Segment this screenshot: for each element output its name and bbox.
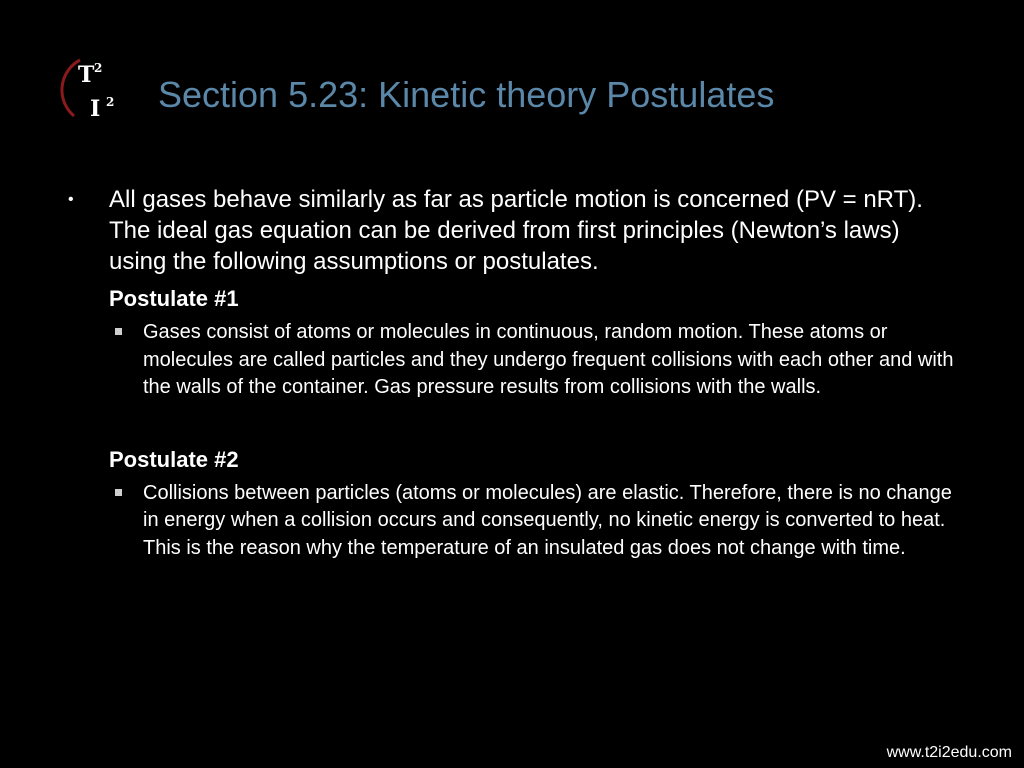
svg-text:T: T xyxy=(78,62,95,88)
postulate-2-heading: Postulate #2 xyxy=(109,446,239,472)
slide-body xyxy=(64,184,954,562)
slide-title: Section 5.23: Kinetic theory Postulates xyxy=(158,74,775,115)
postulate-1-bullet xyxy=(64,319,954,402)
svg-text:I: I xyxy=(90,96,101,122)
postulate-1-text: Gases consist of atoms or molecules in continuous, random motion. These atoms or molecules are called particles and they undergo frequent collisions with each other and with the walls of the container. Gas pressure results from collisions with the walls. xyxy=(143,321,954,398)
svg-text:2: 2 xyxy=(94,61,103,75)
intro-bullet xyxy=(64,184,954,277)
square-bullet-icon xyxy=(115,328,122,335)
square-bullet-icon xyxy=(115,489,122,496)
postulate-2-text: Collisions between particles (atoms or molecules) are elastic. Therefore, there is no change in energy when a collision occurs and consequently, no kinetic energy is converted to heat. This is the reason why the temperature of an insulated gas does not change with time. xyxy=(143,481,952,559)
postulate-2-bullet xyxy=(64,480,954,563)
bullet-dot-icon: • xyxy=(68,191,74,208)
t2i2-logo xyxy=(60,52,132,124)
postulate-1-heading: Postulate #1 xyxy=(109,286,239,311)
footer-url: www.t2i2edu.com xyxy=(886,744,1012,761)
intro-text: All gases behave similarly as far as particle motion is concerned (PV = nRT). The ideal gas equation can be derived from first principles (Newton’s laws) using the following assumptions or postulates. xyxy=(109,186,923,275)
svg-text:2: 2 xyxy=(106,95,115,109)
